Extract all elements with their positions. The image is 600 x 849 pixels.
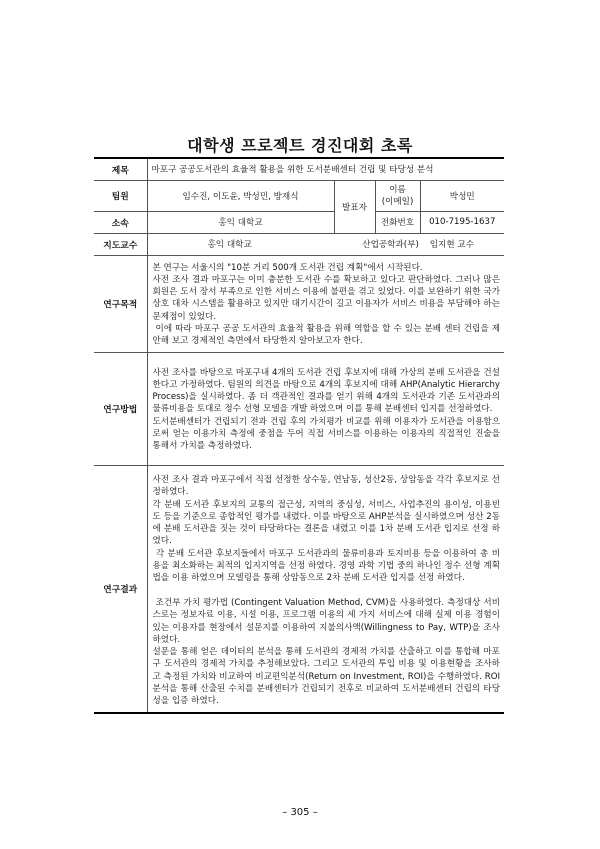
method-text: 사전 조사를 바탕으로 마포구내 4개의 도서관 건립 후보지에 대해 가상의 분배 도서관을 건설한다고 가정하였다. 팀원의 의견을 바탕으로 4개의 후보지에 대해 AHP(Analytic Hierarchy Process)을 실시하였다. 좀 더 객관적인 결과를 얻기 위해 4개의 도서관과 기존 도서관과의 물류비용을 토대로 정수 선형 모델을 개발 하였으며 이를 통해 분배센터 입지를 선정하였다. 도서분배센터가 건립되기 전과 건립 후의 가치평가 비교를 위해 이용자가 도서관을 이용함으로써 얻는 이용가치 측정에 중점을 두어 직접 서비스를 이용하는 이용자의 직접적인 진술을 통해서 가치를 측정하였다. [152,367,500,452]
team-row [94,180,504,211]
document-title: 대학생 프로젝트 경진대회 초록 [187,136,413,155]
page-number: – 305 – [282,807,318,818]
subject-value: 마포구 공공도서관의 효율적 활용을 위한 도서분배센터 건립 및 타당성 분석 [147,158,504,180]
team-value: 임수진, 이도윤, 박성민, 방재식 [147,180,334,211]
affiliation-value: 홍익 대학교 [147,211,334,233]
purpose-label: 연구목적 [94,255,147,352]
result-label: 연구결과 [94,465,147,713]
method-body [147,352,504,465]
advisor-value [147,233,504,255]
result-text: 사전 조사 결과 마포구에서 직접 선정한 상수동, 연남동, 성산2동, 상암동을 각각 후보지로 선정하였다. 각 분배 도서관 후보지의 교통의 접근성, 지역의 중심성, 서비스, 사업추진의 용이성, 이용빈도 등을 기준으로 종합적인 평가를 내렸다. 이를 바탕으로 AHP분석을 실시하였으며 성산 2동에 분배 도서관을 짓는 것이 타당하다는 결론을 내렸고 이를 1차 분배 도서관 입지로 선정 하였다. 각 분배 도서관 후보지들에서 마포구 도서관과의 물류비용과 토지비용 등을 이용하여 총 비용을 최소화하는 최적의 입지지역을 선정 하였다. 경영 과학 기법 중의 하나인 정수 선형 계획법을 이용 하였으며 모델링을 통해 상암동으로 2차 분배 도서관 입지를 선정 하였다. 조건부 가치 평가법 (Contingent Valuation Method, CVM)을 사용하였다. 측정대상 서비스로는 정보자료 이용, 시설 이용, 프로그램 이용의 세 가지 서비스에 대해 실제 이용 경험이 있는 이용자를 현장에서 설문지를 이용하여 지불의사액(Willingness to Pay, WTP)을 조사하였다. 설문을 통해 얻은 데이터의 분석을 통해 도서관의 경제적 가치를 산출하고 이를 통합해 마포구 도서관의 경제적 가치를 추정해보았다. 그리고 도서관의 투입 비용 및 이용현황을 조사하고 측정된 가치와 비교하여 비교편익분석(Return on Investment, ROI)을 수행하였다. ROI분석을 통해 산출된 수치를 분배센터가 건립되기 전후로 비교하여 도서분배센터 건립의 타당성을 입증 하였다. [152,475,501,707]
purpose-body [147,255,504,352]
result-body [147,465,504,713]
advisor-school: 홍익 대학교 [207,240,252,250]
advisor-row [94,233,504,255]
presenter-phone-label: 전화번호 [375,211,420,233]
affiliation-row [94,211,504,233]
purpose-row [94,255,504,352]
advisor-label: 지도교수 [94,233,147,255]
affiliation-label: 소속 [94,211,147,233]
result-row [94,465,504,713]
method-row [94,352,504,465]
advisor-name: 임지현 교수 [429,240,474,250]
presenter-phone-value: 010-7195-1637 [420,211,504,233]
method-label: 연구방법 [94,352,147,465]
presenter-name-value: 박성민 [420,180,504,211]
subject-label: 제목 [94,158,147,180]
purpose-text: 본 연구는 서울시의 "10분 거리 500개 도서관 건립 계획"에서 시작된다. 사전 조사 결과 마포구는 이미 충분한 도서관 수를 확보하고 있다고 판단하였다. 그러나 많은 회원은 도서 장서 부족으로 인한 서비스 이용에 불편을 겪고 있었다. 이를 보완하기 위한 국가 상호 대차 시스템을 활용하고 있지만 대기시간이 길고 이용자가 서비스 비용을 부담해야 하는 문제점이 있었다. 이에 따라 마포구 공공 도서관의 효율적 활용을 위해 역할을 할 수 있는 분배 센터 건립을 제안해 보고 경제적인 측면에서 타당한지 알아보고자 한다. [152,262,500,347]
presenter-name-label: 이름 (이메일) [375,180,420,211]
team-label: 팀원 [94,180,147,211]
subject-row [94,158,504,180]
presenter-label: 발표자 [334,180,375,233]
abstract-form-table [94,157,504,714]
advisor-department: 산업공학과(부) [362,240,419,250]
